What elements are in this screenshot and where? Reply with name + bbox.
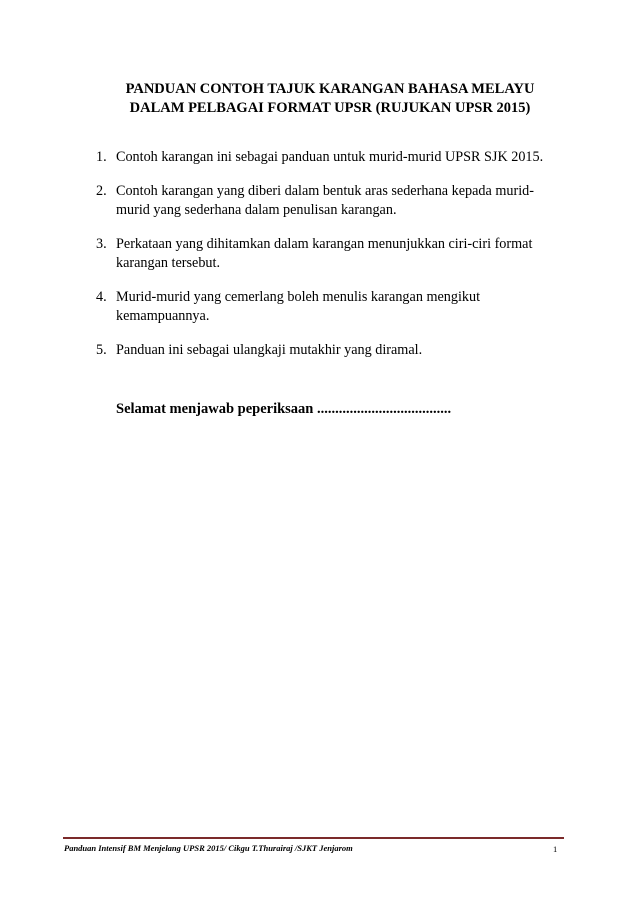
list-item [96, 341, 566, 360]
list-item-text: Contoh karangan yang diberi dalam bentuk aras sederhana kepada murid-murid yang sederhana dalam penulisan karangan. [116, 183, 534, 218]
list-item-number: 3. [96, 236, 107, 252]
list-item-text: Panduan ini sebagai ulangkaji mutakhir yang diramal. [116, 342, 423, 358]
list-item-text: Perkataan yang dihitamkan dalam karangan menunjukkan ciri-ciri format karangan tersebut. [116, 236, 533, 271]
title-line-1: PANDUAN CONTOH TAJUK KARANGAN BAHASA MELAYU [125, 81, 535, 97]
list-item [96, 235, 566, 273]
list-item [96, 288, 566, 326]
closing-message: Selamat menjawab peperiksaan ..................................... [116, 401, 452, 417]
footer-divider [63, 837, 564, 839]
list-item-number: 5. [96, 342, 107, 358]
list-item [96, 182, 566, 220]
list-item-text: Contoh karangan ini sebagai panduan untuk murid-murid UPSR SJK 2015. [116, 149, 544, 165]
list-item [96, 148, 566, 167]
list-item-number: 1. [96, 149, 107, 165]
title-line-2: DALAM PELBAGAI FORMAT UPSR (RUJUKAN UPSR 2015) [129, 100, 531, 116]
guidelines-list [96, 148, 566, 375]
page-title [60, 80, 600, 118]
list-item-number: 2. [96, 183, 107, 199]
page-number: 1 [553, 844, 558, 854]
list-item-number: 4. [96, 289, 107, 305]
footer-text: Panduan Intensif BM Menjelang UPSR 2015/ Cikgu T.Thurairaj /SJKT Jenjarom [64, 843, 353, 853]
list-item-text: Murid-murid yang cemerlang boleh menulis karangan mengikut kemampuannya. [116, 289, 481, 324]
